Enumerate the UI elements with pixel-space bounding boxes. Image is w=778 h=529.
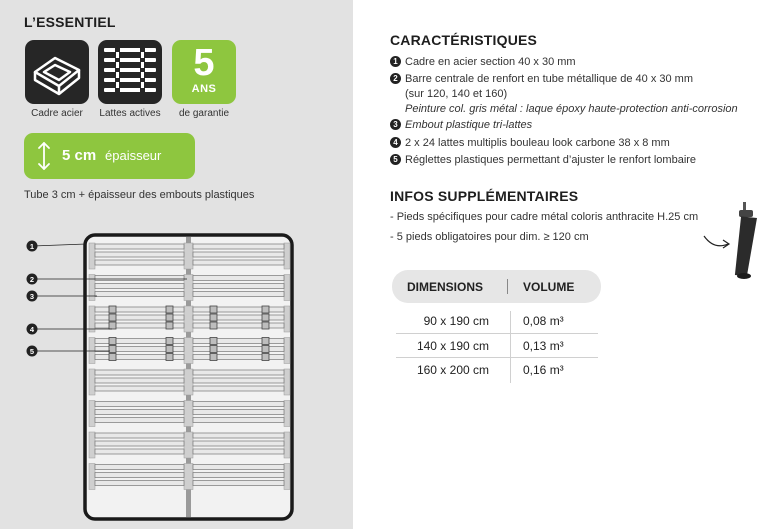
- plastic-end-cap: [184, 401, 193, 427]
- slat: [95, 378, 184, 383]
- plastic-end-cap: [284, 243, 290, 269]
- spec-2-text: Barre centrale de renfort en tube métallique de 40 x 30 mm: [405, 73, 693, 85]
- plastic-end-cap: [284, 369, 290, 395]
- bullet-3: 3: [390, 119, 401, 130]
- bullet-5: 5: [390, 154, 401, 165]
- spec-item-4: [390, 137, 670, 149]
- info-item-2: - 5 pieds obligatoires pour dim. ≥ 120 cm: [390, 231, 589, 243]
- header-dimensions: DIMENSIONS: [407, 280, 484, 294]
- slat: [95, 276, 184, 281]
- lumbar-clip: [109, 306, 116, 313]
- spec-2-line-2: (sur 120, 140 et 160): [405, 88, 508, 100]
- slat: [193, 465, 284, 470]
- slat: [193, 260, 284, 265]
- caracteristiques-title: CARACTÉRISTIQUES: [390, 32, 538, 48]
- slat: [95, 244, 184, 249]
- slat: [95, 292, 184, 297]
- row-dimension: 160 x 200 cm: [416, 363, 489, 377]
- slat: [193, 307, 284, 312]
- slats-icon: [98, 40, 162, 104]
- plastic-end-cap: [89, 243, 95, 269]
- steel-frame-tile: [25, 40, 89, 104]
- slat: [95, 284, 184, 289]
- header-volume: VOLUME: [523, 280, 575, 294]
- lumbar-clip: [262, 322, 269, 329]
- table-row: [392, 334, 601, 358]
- slat: [95, 449, 184, 454]
- plastic-end-cap: [184, 243, 193, 269]
- warranty-tile: [172, 40, 236, 104]
- slat: [95, 465, 184, 470]
- slatted-base-diagram: [22, 232, 302, 522]
- leader-line-1: [33, 244, 86, 246]
- plastic-end-cap: [89, 401, 95, 427]
- lumbar-clip: [166, 346, 173, 353]
- marker-5: 5: [29, 347, 35, 356]
- plastic-end-cap: [89, 369, 95, 395]
- foot-illustration: [700, 198, 762, 282]
- table-row: [392, 358, 601, 382]
- plastic-end-cap: [89, 275, 95, 301]
- spec-item-2: [390, 73, 693, 85]
- lumbar-clip: [166, 306, 173, 313]
- lumbar-clip: [109, 322, 116, 329]
- slat: [95, 481, 184, 486]
- spec-5-text: Réglettes plastiques permettant d’ajuster le renfort lombaire: [405, 154, 697, 166]
- lumbar-clip: [166, 338, 173, 345]
- slat: [193, 370, 284, 375]
- tile-caption-warranty: de garantie: [178, 108, 230, 119]
- slat: [193, 323, 284, 328]
- lumbar-clip: [210, 346, 217, 353]
- thickness-badge: [24, 133, 195, 179]
- marker-2: 2: [29, 275, 35, 284]
- row-dimension: 140 x 190 cm: [416, 339, 489, 353]
- slat: [95, 473, 184, 478]
- plastic-end-cap: [284, 464, 290, 490]
- lumbar-clip: [210, 306, 217, 313]
- slat: [193, 347, 284, 352]
- bullet-1: 1: [390, 56, 401, 67]
- tube-note: Tube 3 cm + épaisseur des embouts plastiques: [24, 189, 255, 201]
- plastic-end-cap: [284, 338, 290, 364]
- slat: [193, 433, 284, 438]
- slat: [95, 433, 184, 438]
- thickness-unit: épaisseur: [105, 148, 162, 163]
- spec-4-text: 2 x 24 lattes multiplis bouleau look carbone 38 x 8 mm: [405, 137, 670, 149]
- slat: [193, 284, 284, 289]
- slat: [193, 402, 284, 407]
- slat: [95, 386, 184, 391]
- marker-3: 3: [29, 292, 35, 301]
- row-volume: 0,16 m³: [523, 363, 564, 377]
- warranty-years: 5: [193, 42, 215, 84]
- plastic-end-cap: [284, 306, 290, 332]
- dimensions-header: [392, 270, 601, 303]
- steel-frame-icon: [25, 40, 89, 104]
- lumbar-clip: [262, 306, 269, 313]
- lumbar-clip: [109, 338, 116, 345]
- lumbar-clip: [210, 314, 217, 321]
- tile-caption-frame: Cadre acier: [31, 108, 83, 119]
- slat: [193, 378, 284, 383]
- plastic-end-cap: [89, 306, 95, 332]
- bullet-4: 4: [390, 137, 401, 148]
- slat: [95, 410, 184, 415]
- left-panel: [0, 0, 353, 529]
- row-volume: 0,13 m³: [523, 339, 564, 353]
- plastic-end-cap: [184, 275, 193, 301]
- slat: [95, 418, 184, 423]
- lumbar-clip: [166, 314, 173, 321]
- lumbar-clip: [109, 314, 116, 321]
- spec-2-line-3: Peinture col. gris métal : laque époxy haute-protection anti-corrosion: [405, 103, 738, 115]
- slat: [95, 260, 184, 265]
- slat: [193, 481, 284, 486]
- slat: [95, 402, 184, 407]
- slat: [95, 370, 184, 375]
- lumbar-clip: [166, 354, 173, 361]
- plastic-end-cap: [284, 275, 290, 301]
- slat: [193, 386, 284, 391]
- lumbar-clip: [210, 354, 217, 361]
- bullet-2: 2: [390, 73, 401, 84]
- plastic-end-cap: [89, 338, 95, 364]
- table-row: [392, 309, 601, 333]
- lumbar-clip: [109, 354, 116, 361]
- slat: [193, 292, 284, 297]
- lumbar-clip: [109, 346, 116, 353]
- slats-tile: [98, 40, 162, 104]
- row-dimension: 90 x 190 cm: [423, 314, 489, 328]
- plastic-end-cap: [89, 464, 95, 490]
- row-volume: 0,08 m³: [523, 314, 564, 328]
- plastic-end-cap: [284, 432, 290, 458]
- plastic-end-cap: [89, 432, 95, 458]
- essentiel-title: L’ESSENTIEL: [24, 14, 116, 30]
- slat: [193, 410, 284, 415]
- plastic-end-cap: [284, 401, 290, 427]
- slat: [193, 441, 284, 446]
- lumbar-clip: [210, 338, 217, 345]
- plastic-end-cap: [184, 432, 193, 458]
- plastic-end-cap: [184, 369, 193, 395]
- tile-caption-slats: Lattes actives: [99, 108, 161, 119]
- slat: [193, 252, 284, 257]
- slat: [193, 244, 284, 249]
- spec-item-1: [390, 56, 576, 68]
- warranty-unit: ANS: [191, 83, 217, 95]
- lumbar-clip: [166, 322, 173, 329]
- spec-item-5: [390, 154, 696, 166]
- info-item-1: - Pieds spécifiques pour cadre métal coloris anthracite H.25 cm: [390, 211, 699, 223]
- lumbar-clip: [262, 314, 269, 321]
- slat: [193, 473, 284, 478]
- marker-4: 4: [29, 325, 35, 334]
- infos-title: INFOS SUPPLÉMENTAIRES: [390, 188, 579, 204]
- slat: [95, 441, 184, 446]
- plastic-end-cap: [184, 338, 193, 364]
- slat: [95, 252, 184, 257]
- marker-1: 1: [29, 242, 35, 251]
- slat: [193, 418, 284, 423]
- slat: [193, 315, 284, 320]
- spec-item-3: [390, 119, 532, 131]
- slat: [193, 276, 284, 281]
- slat: [193, 355, 284, 360]
- thickness-value: 5 cm: [62, 147, 97, 164]
- plastic-end-cap: [184, 306, 193, 332]
- spec-3-text: Embout plastique tri-lattes: [405, 119, 533, 131]
- lumbar-clip: [210, 322, 217, 329]
- vertical-arrow-icon: [37, 141, 51, 171]
- plastic-end-cap: [184, 464, 193, 490]
- spec-1-text: Cadre en acier section 40 x 30 mm: [405, 56, 576, 68]
- lumbar-clip: [262, 338, 269, 345]
- slat: [193, 339, 284, 344]
- slat: [193, 449, 284, 454]
- lumbar-clip: [262, 354, 269, 361]
- lumbar-clip: [262, 346, 269, 353]
